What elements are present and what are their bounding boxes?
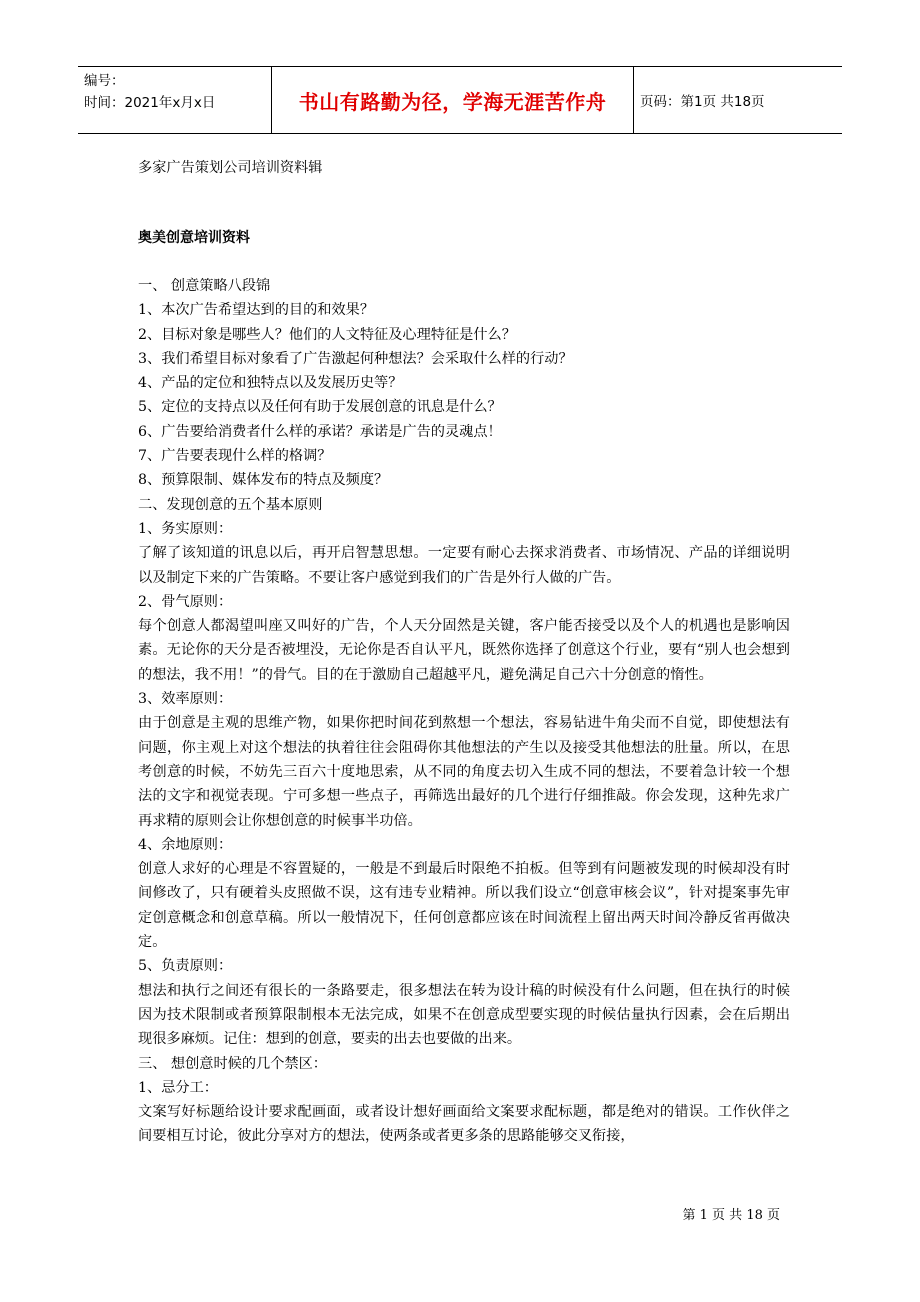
body-line: 1、务实原则： <box>138 520 233 537</box>
body-line: 3、我们希望目标对象看了广告激起何种想法？会采取什么样的行动？ <box>138 350 573 367</box>
body-line: 7、广告要表现什么样的格调？ <box>138 448 332 465</box>
time-label: 时间：2021年x月x日 <box>84 95 216 111</box>
body-line: 5、定位的支持点以及任何有助于发展创意的讯息是什么？ <box>138 399 502 416</box>
content-blocks <box>138 274 790 1149</box>
page-footer <box>0 1204 780 1223</box>
page-header <box>78 66 842 134</box>
body-paragraph: 文案写好标题给设计要求配画面，或者设计想好画面给文案要求配标题，都是绝对的错误。工作伙伴之间要相互讨论，彼此分享对方的想法，使两条或者更多条的思路能够交叉衔接， <box>138 1104 790 1145</box>
body-paragraph: 了解了该知道的讯息以后，再开启智慧思想。一定要有耐心去探求消费者、市场情况、产品的详细说明以及制定下来的广告策略。不要让客户感觉到我们的广告是外行人做的广告。 <box>138 545 790 586</box>
body-line: 4、余地原则： <box>138 836 233 853</box>
body-line: 1、本次广告希望达到的目的和效果？ <box>138 302 375 319</box>
body-line: 6、广告要给消费者什么样的承诺？承诺是广告的灵魂点！ <box>138 423 502 440</box>
body-paragraph: 由于创意是主观的思维产物，如果你把时间花到熬想一个想法，容易钻进牛角尖而不自觉，即使想法有问题，你主观上对这个想法的执着往往会阻碍你其他想法的产生以及接受其他想法的肚量。所以，在思考创意的时候，不妨先三百六十度地思索，从不同的角度去切入生成不同的想法，不要着急计较一个想法的文字和视觉表现。宁可多想一些点子，再筛选出最好的几个进行仔细推敲。你会发现，这种先求广再求精的原则会让你想创意的时候事半功倍。 <box>138 715 790 829</box>
body-line: 4、产品的定位和独特点以及发展历史等？ <box>138 375 403 392</box>
document-title: 多家广告策划公司培训资料辑 <box>138 160 323 176</box>
body-paragraph: 每个创意人都渴望叫座又叫好的广告，个人天分固然是关键，客户能否接受以及个人的机遇也是影响因素。无论你的天分是否被埋没，无论你是否自认平凡，既然你选择了创意这个行业，要有“别人也会想到的想法，我不用！”的骨气。目的在于激励自己超越平凡，避免满足自己六十分创意的惰性。 <box>138 618 790 683</box>
body-paragraph: 想法和执行之间还有很长的一条路要走，很多想法在转为设计稿的时候没有什么问题，但在执行的时候因为技术限制或者预算限制根本无法完成，如果不在创意成型要实现的时候估量执行因素，会在后期出现很多麻烦。记住：想到的创意，要卖的出去也要做的出来。 <box>138 982 790 1048</box>
body-line: 8、预算限制、媒体发布的特点及频度？ <box>138 472 389 489</box>
footer-page-number: 第 1 页 共 18 页 <box>682 1208 780 1223</box>
motto-text: 书山有路勤为径，学海无涯苦作舟 <box>298 89 607 114</box>
section-title: 奥美创意培训资料 <box>138 230 250 246</box>
header-page-info: 页码：第1页 共18页 <box>640 94 765 110</box>
document-body <box>138 150 790 1149</box>
body-line: 二、发现创意的五个基本原则 <box>138 496 323 513</box>
body-line: 一、 创意策略八段锦 <box>138 278 271 294</box>
body-line: 三、 想创意时候的几个禁区： <box>138 1055 327 1072</box>
body-line: 5、负责原则： <box>138 958 233 975</box>
header-motto-cell <box>272 67 634 133</box>
header-meta-cell <box>78 67 272 133</box>
number-label: 编号： <box>84 73 125 89</box>
body-line: 1、忌分工： <box>138 1079 218 1096</box>
body-line: 3、效率原则： <box>138 691 233 708</box>
body-paragraph: 创意人求好的心理是不容置疑的，一般是不到最后时限绝不拍板。但等到有问题被发现的时候却没有时间修改了，只有硬着头皮照做不误，这有违专业精神。所以我们设立“创意审核会议”，针对提案事先审定创意概念和创意草稿。所以一般情况下，任何创意都应该在时间流程上留出两天时间冷静反省再做决定。 <box>138 861 790 951</box>
header-page-cell <box>634 67 842 133</box>
body-line: 2、骨气原则： <box>138 593 233 610</box>
body-line: 2、目标对象是哪些人？他们的人文特征及心理特征是什么？ <box>138 326 516 343</box>
